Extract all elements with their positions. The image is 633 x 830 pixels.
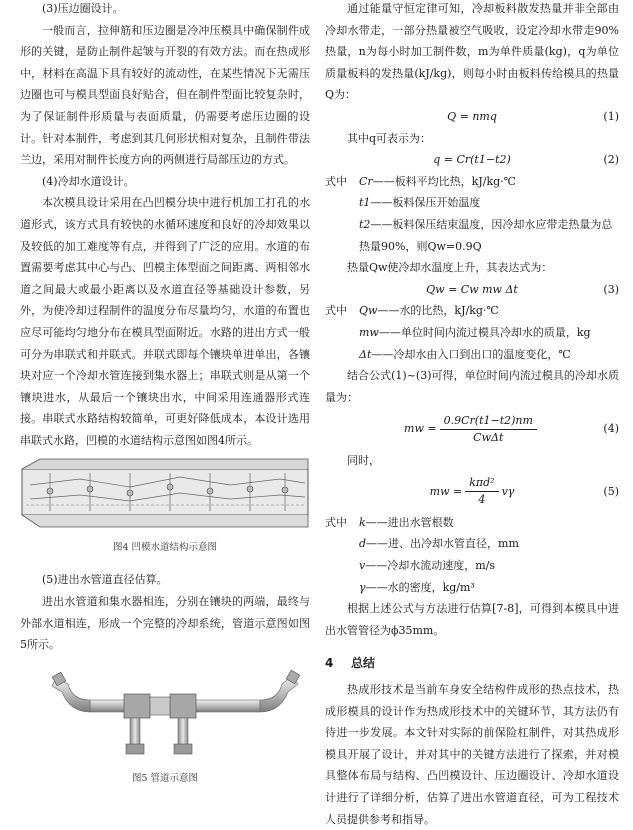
definition-row [325, 171, 619, 193]
combine-text: 结合公式(1)~(3)可得，单位时间内流过模具的冷却水质量为： [325, 369, 619, 404]
equation-5-denominator: 4 [478, 493, 486, 507]
shizhong-label: 式中 [325, 304, 347, 318]
definition-text: ——冷却水流动速度，m/s [365, 559, 495, 573]
equation-5 [325, 472, 619, 512]
definition-symbol: t1 [359, 196, 371, 210]
definition-text: ——冷却水由入口到出口的温度变化，℃ [371, 347, 571, 361]
definition-text: ——进出水管根数 [365, 515, 454, 529]
section-title-text: 总结 [351, 656, 376, 671]
figure-5 [20, 664, 310, 786]
definition-row [325, 300, 619, 322]
equation-4-lhs: mw = [404, 422, 437, 436]
definitions-block-1 [325, 171, 619, 257]
definition-symbol: k [359, 515, 366, 529]
figure-5-caption: 图5 管道示意图 [131, 772, 199, 784]
pipe-diagram [20, 664, 310, 768]
definition-row [325, 214, 619, 257]
equation-5-numerator: kπd² [465, 475, 498, 492]
definitions-block-3 [325, 512, 619, 598]
definition-text: ——单位时间内流过模具冷却水的质量，kg [378, 325, 591, 339]
definition-row [325, 192, 619, 214]
figure-4-caption: 图4 凹模水道结构示意图 [112, 542, 218, 554]
definition-symbol: mw [359, 325, 379, 339]
equation-5-lhs: mw = [429, 485, 463, 499]
definition-text: ——板料保压结束温度，因冷却水应带走热量为总热量90%，则Qw=0.9Q [359, 217, 613, 253]
figure-4 [20, 455, 310, 555]
paragraph-estimate-result: 根据上述公式与方法进行估算[7-8]，可得到本模具中进出水管管径为ϕ35mm。 [325, 602, 619, 637]
tongshi-text: 同时， [347, 454, 380, 468]
paragraph-pipe-diameter: 进出水管道和集水器相连，分别在镶块的两端，最终与外部水道相连，形成一个完整的冷却系统，管道示意图如图5所示。 [20, 595, 310, 652]
definition-symbol: t2 [359, 217, 371, 231]
shizhong-label: 式中 [325, 174, 347, 188]
definition-row [325, 577, 619, 599]
equation-5-fraction [465, 475, 498, 508]
section-5-heading: (5)进出水管道直径估算。 [42, 573, 168, 587]
definition-symbol: Δt [359, 347, 372, 361]
q-intro: 其中q可表示为： [347, 131, 432, 145]
definition-row [325, 512, 619, 534]
paragraph-summary: 热成形技术是当前车身安全结构件成形的热点技术，热成形模具的设计作为热成形技术中的关键环节，其方法仍有待进一步发展。本文针对实际的前保险杠制件，对其热成形模具开展了设计，并对其中的关键方法进行了探索，并对模具整体布局与结构、凸凹模设计、压边圈设计、冷却水道设计进行了详细分析，估算了进出水管道直径，可为工程技术人员提供参考和指导。 [325, 683, 619, 826]
equation-1-expr: Q = nmq [447, 109, 497, 123]
paragraph-cooling-channel: 本次模具设计采用在凸凹模分块中进行机加工打孔的水道形式，该方式具有较快的水循环速度和良好的冷却效果以及较低的加工难度等有点，并得到了广泛的应用。水道的布置需要考虑其中心与凸、凹模主体型面之间距离、两相邻水道之间最大或最小距离以及水道直径等基础设计参数，另外，为使冷却过程制件的温度分布尽量均匀，水道的布置也应尽可能均匀地分布在模具型面附近。水路的进出方式一般可分为串联式和并联式。并联式即每个镶块单进单出，各镶块对应一个冷却水管连接到集水器上；串联式则是从第一个镶块进水，从最后一个镶块出水，中间采用连通器形式连接。串联式水路结构较简单，可更好降低成本，本设计选用串联式水路，凹模的水道结构示意图如图4所示。 [20, 196, 310, 447]
definition-row [325, 322, 619, 344]
definition-symbol: d [359, 537, 367, 551]
definition-row [325, 555, 619, 577]
equation-1-number: (1) [603, 109, 619, 123]
definition-row [325, 533, 619, 555]
die-cooling-channel-diagram [20, 455, 310, 535]
equation-3-expr: Qw = Cw mw Δt [426, 282, 518, 296]
equation-5-rhs: vγ [501, 485, 515, 499]
definition-text: ——水的密度，kg/m³ [365, 580, 475, 594]
definition-symbol: Qw [359, 304, 378, 318]
equation-4-denominator: CwΔt [473, 430, 504, 444]
left-column [20, 0, 310, 786]
definition-row [325, 344, 619, 366]
section-4-heading: (4)冷却水道设计。 [42, 174, 135, 188]
equation-2-expr: q = Cr(t1−t2) [433, 153, 511, 167]
shizhong-label: 式中 [325, 515, 347, 529]
equation-4-numerator: 0.9Cr(t1−t2)nm [440, 413, 537, 430]
heat-intro: 热量Qw使冷却水温度上升，其表达式为： [347, 261, 553, 275]
definition-symbol: Cr [359, 174, 373, 188]
equation-4-fraction [440, 413, 537, 446]
paragraph-energy-conservation: 通过能量守恒定律可知，冷却板料散发热量并非全部由冷却水带走，一部分热量被空气吸收，设定冷却水带走90%热量，n为每小时加工制件数，m为单件质量(kg)，q为单位质量板料的发热量(kJ/kg)，则每小时由板料传给模具的热量Q为： [325, 2, 619, 102]
equation-3 [325, 279, 619, 301]
definition-symbol: γ [359, 580, 366, 594]
equation-3-number: (3) [603, 282, 619, 296]
equation-4 [325, 408, 619, 450]
equation-2-number: (2) [603, 153, 619, 167]
definition-text: ——水的比热，kJ/kg·℃ [377, 304, 499, 318]
definition-symbol: v [359, 559, 366, 573]
definition-text: ——板料平均比热，kJ/kg·℃ [372, 174, 516, 188]
equation-1 [325, 106, 619, 128]
section-3-heading: (3)压边圈设计。 [42, 2, 124, 15]
definition-text: ——进、出冷却水管直径，mm [366, 537, 519, 551]
definition-text: ——板料保压开始温度 [370, 196, 481, 210]
definitions-block-2 [325, 300, 619, 365]
section-number: 4 [325, 656, 334, 671]
right-column [325, 0, 619, 830]
equation-2 [325, 149, 619, 171]
equation-5-number: (5) [603, 485, 619, 499]
paragraph-blank-holder: 一般而言，拉伸筋和压边圈是冷冲压模具中确保制件成形的关键，是防止制件起皱与开裂的有效方法。而在热成形中，材料在高温下具有较好的流动性，在某些情况下无需压边圈也可与模具型面良好贴合，但在制件型面比较复杂时，为了保证制件形质量与表面质量，仍需要考虑压边圈的设计。针对本制件，考虑到其几何形状相对复杂，且制件带法兰边，采用对制件长度方向的两侧进行局部压边的方式。 [20, 23, 310, 167]
equation-4-number: (4) [603, 422, 619, 436]
section-4-title [325, 653, 619, 675]
